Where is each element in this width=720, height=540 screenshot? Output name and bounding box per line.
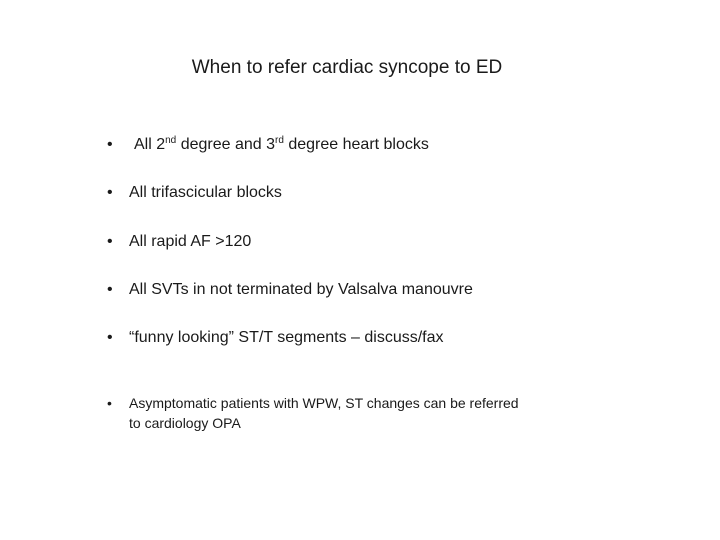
bullet-text: All SVTs in not terminated by Valsalva manouvre: [129, 281, 473, 298]
bullet-text-part: degree heart blocks: [283, 136, 429, 153]
bullet-text: [134, 134, 429, 156]
bullet-text-part: degree and 3: [176, 136, 275, 153]
bullet-dot: •: [107, 233, 113, 250]
note-line-2: to cardiology OPA: [129, 415, 241, 431]
note-line-1: Asymptomatic patients with WPW, ST changes can be referred: [129, 395, 519, 411]
bullet-dot: •: [107, 136, 113, 153]
superscript-nd: nd: [165, 135, 177, 146]
bullet-dot: •: [107, 395, 112, 411]
superscript-rd: rd: [275, 135, 284, 146]
slide-title: When to refer cardiac syncope to ED: [191, 57, 503, 78]
note-text: [129, 393, 609, 433]
bullet-text: All trifascicular blocks: [129, 184, 282, 201]
bullet-text: “funny looking” ST/T segments – discuss/fax: [129, 329, 444, 346]
bullet-dot: •: [107, 329, 113, 346]
bullet-dot: •: [107, 184, 113, 201]
bullet-text: All rapid AF >120: [129, 233, 252, 250]
bullet-dot: •: [107, 281, 113, 298]
bullet-text-part: All 2: [134, 136, 166, 153]
